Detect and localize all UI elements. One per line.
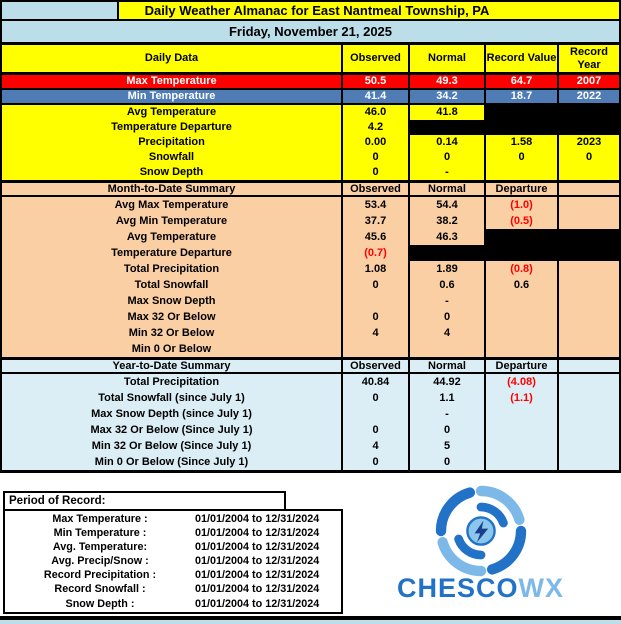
period-of-record-row: [5, 584, 341, 595]
row-label: Min 0 Or Below (Since July 1): [2, 454, 343, 470]
table-row: [2, 105, 619, 120]
table-row: [2, 120, 619, 135]
value-cell: [559, 390, 619, 406]
period-of-record-row: [5, 542, 341, 553]
column-header: Departure: [486, 183, 559, 195]
value-cell: 0: [343, 309, 410, 325]
table-row: [2, 245, 619, 261]
value-cell: [410, 245, 486, 261]
period-value: 01/01/2004 to 12/31/2024: [195, 597, 320, 610]
column-header: Normal: [410, 183, 486, 195]
title-row: [2, 2, 619, 21]
value-cell: (0.8): [486, 261, 559, 277]
value-cell: [559, 422, 619, 438]
value-cell: 0: [343, 390, 410, 406]
row-label: Avg Temperature: [2, 105, 343, 120]
column-header: [559, 360, 619, 372]
value-cell: 4: [343, 325, 410, 341]
value-cell: 0: [343, 277, 410, 293]
row-label: Total Precipitation: [2, 261, 343, 277]
column-header: Observed: [343, 183, 410, 195]
row-label: Max 32 Or Below (Since July 1): [2, 422, 343, 438]
value-cell: [559, 105, 619, 120]
value-cell: [486, 341, 559, 357]
logo-wordmark: [378, 575, 583, 602]
value-cell: 0: [343, 150, 410, 165]
daily-data-section: [2, 75, 619, 180]
value-cell: 46.0: [343, 105, 410, 120]
period-label: Avg. Precip/Snow :: [51, 555, 149, 568]
value-cell: 0: [410, 150, 486, 165]
value-cell: 50.5: [343, 75, 410, 88]
value-cell: 46.3: [410, 229, 486, 245]
period-of-record-row: [5, 556, 341, 567]
value-cell: [559, 454, 619, 470]
value-cell: [559, 438, 619, 454]
value-cell: -: [410, 406, 486, 422]
value-cell: 41.4: [343, 90, 410, 103]
period-of-record-row: [5, 528, 341, 539]
daily-data-header-row: [2, 45, 619, 75]
month-to-date-section: [2, 197, 619, 357]
value-cell: [486, 229, 559, 245]
value-cell: [486, 120, 559, 135]
year-to-date-section: [2, 374, 619, 470]
value-cell: 0: [343, 165, 410, 180]
value-cell: 1.89: [410, 261, 486, 277]
period-value: 01/01/2004 to 12/31/2024: [195, 569, 320, 582]
value-cell: 0.6: [486, 277, 559, 293]
value-cell: [559, 213, 619, 229]
value-cell: [486, 245, 559, 261]
value-cell: [410, 120, 486, 135]
period-value: 01/01/2004 to 12/31/2024: [195, 583, 320, 596]
row-label: Min Temperature: [2, 90, 343, 103]
value-cell: [486, 293, 559, 309]
row-label: Avg Temperature: [2, 229, 343, 245]
value-cell: 4: [410, 325, 486, 341]
table-row: [2, 454, 619, 470]
row-label: Max Temperature: [2, 75, 343, 88]
date-banner: Friday, November 21, 2025: [2, 21, 619, 45]
value-cell: 0.6: [410, 277, 486, 293]
year-to-date-header-row: [2, 357, 619, 374]
value-cell: [559, 165, 619, 180]
value-cell: [559, 277, 619, 293]
value-cell: [343, 341, 410, 357]
period-label: Record Precipitation :: [43, 569, 157, 582]
row-label: Total Precipitation: [2, 374, 343, 390]
section-title: Year-to-Date Summary: [2, 360, 343, 372]
value-cell: [486, 309, 559, 325]
value-cell: 0.00: [343, 135, 410, 150]
column-header: Normal: [410, 360, 486, 372]
value-cell: [559, 120, 619, 135]
row-label: Snowfall: [2, 150, 343, 165]
value-cell: 41.8: [410, 105, 486, 120]
value-cell: 34.2: [410, 90, 486, 103]
value-cell: [486, 438, 559, 454]
value-cell: [486, 406, 559, 422]
row-label: Total Snowfall (since July 1): [2, 390, 343, 406]
table-row: [2, 390, 619, 406]
table-row: [2, 309, 619, 325]
value-cell: (1.0): [486, 197, 559, 213]
value-cell: 53.4: [343, 197, 410, 213]
value-cell: -: [410, 293, 486, 309]
footer-area: [0, 473, 621, 616]
value-cell: 40.84: [343, 374, 410, 390]
row-label: Min 32 Or Below: [2, 325, 343, 341]
value-cell: 44.92: [410, 374, 486, 390]
value-cell: 0: [410, 422, 486, 438]
table-row: [2, 150, 619, 165]
row-label: Max Snow Depth (since July 1): [2, 406, 343, 422]
row-label: Avg Min Temperature: [2, 213, 343, 229]
value-cell: [559, 325, 619, 341]
value-cell: (0.7): [343, 245, 410, 261]
row-label: Temperature Departure: [2, 120, 343, 135]
table-row: [2, 135, 619, 150]
value-cell: [486, 454, 559, 470]
value-cell: [486, 422, 559, 438]
table-row: [2, 406, 619, 422]
period-of-record-row: [5, 570, 341, 581]
table-row: [2, 165, 619, 180]
value-cell: 0: [343, 422, 410, 438]
value-cell: [559, 374, 619, 390]
table-row: [2, 75, 619, 90]
value-cell: 0: [486, 150, 559, 165]
period-label: Avg. Temperature:: [52, 540, 148, 553]
column-header: Normal: [410, 45, 486, 72]
value-cell: 2007: [559, 75, 619, 88]
value-cell: 0: [343, 454, 410, 470]
value-cell: 2023: [559, 135, 619, 150]
value-cell: [486, 165, 559, 180]
value-cell: 54.4: [410, 197, 486, 213]
value-cell: [486, 105, 559, 120]
column-header: Record Value: [486, 45, 559, 72]
value-cell: 49.3: [410, 75, 486, 88]
value-cell: [559, 261, 619, 277]
value-cell: 0: [559, 150, 619, 165]
row-label: Max 32 Or Below: [2, 309, 343, 325]
table-row: [2, 213, 619, 229]
value-cell: -: [410, 165, 486, 180]
period-value: 01/01/2004 to 12/31/2024: [195, 555, 320, 568]
value-cell: [559, 245, 619, 261]
period-label: Min Temperature :: [53, 526, 147, 539]
logo-text-chesco: CHESCO: [396, 573, 519, 603]
period-label: Record Snowfall :: [54, 583, 146, 596]
value-cell: (1.1): [486, 390, 559, 406]
row-label: Max Snow Depth: [2, 293, 343, 309]
row-label: Total Snowfall: [2, 277, 343, 293]
table-row: [2, 90, 619, 105]
value-cell: [559, 293, 619, 309]
period-value: 01/01/2004 to 12/31/2024: [195, 540, 320, 553]
table-row: [2, 374, 619, 390]
value-cell: 5: [410, 438, 486, 454]
column-header: Observed: [343, 360, 410, 372]
table-row: [2, 197, 619, 213]
column-header: [559, 183, 619, 195]
section-title: Daily Data: [2, 45, 343, 72]
value-cell: 1.08: [343, 261, 410, 277]
table-row: [2, 229, 619, 245]
period-of-record-row: [5, 514, 341, 525]
table-row: [2, 341, 619, 357]
chescowx-logo: [378, 483, 583, 602]
period-of-record-box: [3, 509, 343, 614]
logo-text-wx: WX: [518, 573, 564, 603]
row-label: Avg Max Temperature: [2, 197, 343, 213]
column-header: Departure: [486, 360, 559, 372]
value-cell: 18.7: [486, 90, 559, 103]
value-cell: [559, 341, 619, 357]
value-cell: 2022: [559, 90, 619, 103]
value-cell: 1.1: [410, 390, 486, 406]
table-row: [2, 438, 619, 454]
value-cell: (4.08): [486, 374, 559, 390]
month-to-date-header-row: [2, 180, 619, 197]
value-cell: 64.7: [486, 75, 559, 88]
period-of-record-row: [5, 599, 341, 610]
value-cell: 38.2: [410, 213, 486, 229]
row-label: Temperature Departure: [2, 245, 343, 261]
value-cell: [343, 406, 410, 422]
value-cell: (0.5): [486, 213, 559, 229]
table-row: [2, 325, 619, 341]
value-cell: [559, 406, 619, 422]
page-title: Daily Weather Almanac for East Nantmeal Township, PA: [119, 2, 619, 19]
period-value: 01/01/2004 to 12/31/2024: [195, 512, 320, 525]
table-row: [2, 293, 619, 309]
value-cell: 45.6: [343, 229, 410, 245]
value-cell: 4.2: [343, 120, 410, 135]
value-cell: [559, 197, 619, 213]
value-cell: 0: [410, 309, 486, 325]
value-cell: 1.58: [486, 135, 559, 150]
period-label: Snow Depth :: [65, 597, 135, 610]
row-label: Precipitation: [2, 135, 343, 150]
value-cell: 37.7: [343, 213, 410, 229]
hurricane-swirl-icon: [433, 483, 529, 579]
period-of-record-title: Period of Record:: [3, 491, 286, 511]
value-cell: [559, 229, 619, 245]
row-label: Min 0 Or Below: [2, 341, 343, 357]
column-header: Record Year: [559, 45, 619, 72]
table-row: [2, 261, 619, 277]
value-cell: [559, 309, 619, 325]
row-label: Snow Depth: [2, 165, 343, 180]
title-left-spacer: [2, 2, 119, 19]
section-title: Month-to-Date Summary: [2, 183, 343, 195]
table-row: [2, 422, 619, 438]
row-label: Min 32 Or Below (Since July 1): [2, 438, 343, 454]
table-row: [2, 277, 619, 293]
value-cell: 4: [343, 438, 410, 454]
value-cell: [343, 293, 410, 309]
value-cell: 0: [410, 454, 486, 470]
value-cell: [486, 325, 559, 341]
period-value: 01/01/2004 to 12/31/2024: [195, 526, 320, 539]
period-label: Max Temperature :: [52, 512, 148, 525]
value-cell: 0.14: [410, 135, 486, 150]
column-header: Observed: [343, 45, 410, 72]
value-cell: [410, 341, 486, 357]
